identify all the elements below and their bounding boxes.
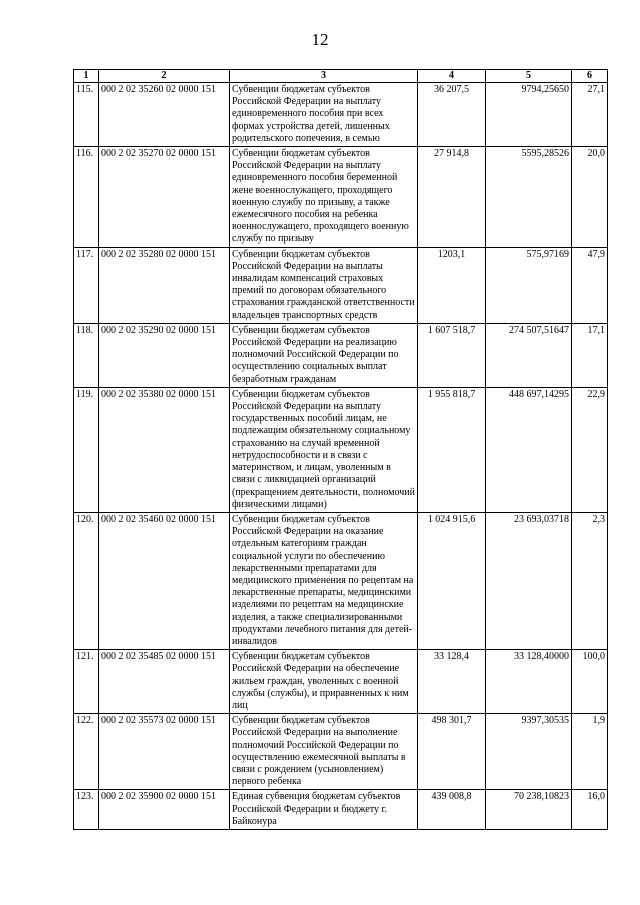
actual-amount: 575,97169	[486, 247, 572, 323]
planned-amount: 1 024 915,6	[418, 512, 486, 649]
actual-amount: 23 693,03718	[486, 512, 572, 649]
table-row	[74, 147, 608, 248]
row-number: 116.	[74, 147, 99, 248]
table-header-row	[74, 70, 608, 83]
planned-amount: 439 008,8	[418, 790, 486, 830]
budget-code: 000 2 02 35280 02 0000 151	[99, 247, 230, 323]
table-row	[74, 247, 608, 323]
header-col-3: 3	[230, 70, 418, 83]
execution-percent: 1,9	[572, 714, 608, 790]
execution-percent: 16,0	[572, 790, 608, 830]
planned-amount: 1203,1	[418, 247, 486, 323]
actual-amount: 9397,30535	[486, 714, 572, 790]
planned-amount: 27 914,8	[418, 147, 486, 248]
row-number: 115.	[74, 83, 99, 147]
table-row	[74, 714, 608, 790]
execution-percent: 20,0	[572, 147, 608, 248]
item-name: Субвенции бюджетам субъектов Российской Федерации на оказание отдельным категориям граждан социальной услуги по обеспечению лекарственными препаратами для медицинского применения по рецептам на лекарственные препараты, медицинскими изделиями по рецептам на медицинские изделия, а также специализированными продуктами лечебного питания для детей-инвалидов	[230, 512, 418, 649]
planned-amount: 1 607 518,7	[418, 323, 486, 387]
header-col-2: 2	[99, 70, 230, 83]
item-name: Субвенции бюджетам субъектов Российской Федерации на выплату государственных пособий лицам, не подлежащим обязательному социальному страхованию на случай временной нетрудоспособности и в связи с материнством, и лицам, уволенным в связи с ликвидацией организаций (прекращением деятельности, полномочий физическими лицами)	[230, 387, 418, 512]
execution-percent: 27,1	[572, 83, 608, 147]
header-col-6: 6	[572, 70, 608, 83]
execution-percent: 22,9	[572, 387, 608, 512]
table-row	[74, 512, 608, 649]
page-number: 12	[311, 30, 329, 49]
table-row	[74, 790, 608, 830]
execution-percent: 2,3	[572, 512, 608, 649]
row-number: 120.	[74, 512, 99, 649]
budget-code: 000 2 02 35260 02 0000 151	[99, 83, 230, 147]
planned-amount: 36 207,5	[418, 83, 486, 147]
actual-amount: 70 238,10823	[486, 790, 572, 830]
row-number: 121.	[74, 650, 99, 714]
row-number: 123.	[74, 790, 99, 830]
actual-amount: 5595,28526	[486, 147, 572, 248]
row-number: 122.	[74, 714, 99, 790]
planned-amount: 1 955 818,7	[418, 387, 486, 512]
budget-code: 000 2 02 35573 02 0000 151	[99, 714, 230, 790]
budget-code: 000 2 02 35270 02 0000 151	[99, 147, 230, 248]
execution-percent: 47,9	[572, 247, 608, 323]
table-row	[74, 83, 608, 147]
row-number: 118.	[74, 323, 99, 387]
item-name: Единая субвенция бюджетам субъектов Российской Федерации и бюджету г. Байконура	[230, 790, 418, 830]
execution-percent: 100,0	[572, 650, 608, 714]
planned-amount: 498 301,7	[418, 714, 486, 790]
actual-amount: 448 697,14295	[486, 387, 572, 512]
item-name: Субвенции бюджетам субъектов Российской Федерации на выполнение полномочий Российской Федерации по осуществлению ежемесячной выплаты в связи с рождением (усыновлением) первого ребенка	[230, 714, 418, 790]
budget-code: 000 2 02 35460 02 0000 151	[99, 512, 230, 649]
budget-code: 000 2 02 35485 02 0000 151	[99, 650, 230, 714]
item-name: Субвенции бюджетам субъектов Российской Федерации на выплату единовременного пособия беременной жене военнослужащего, проходящего военную службу по призыву, а также ежемесячного пособия на ребенка военнослужащего, проходящего военную службу по призыву	[230, 147, 418, 248]
item-name: Субвенции бюджетам субъектов Российской Федерации на обеспечение жильем граждан, уволенных с военной службы (службы), и приравненных к ним лиц	[230, 650, 418, 714]
actual-amount: 33 128,40000	[486, 650, 572, 714]
item-name: Субвенции бюджетам субъектов Российской Федерации на выплаты инвалидам компенсаций страховых премий по договорам обязательного страхования гражданской ответственности владельцев транспортных средств	[230, 247, 418, 323]
table-row	[74, 323, 608, 387]
header-col-1: 1	[74, 70, 99, 83]
actual-amount: 9794,25650	[486, 83, 572, 147]
table-row	[74, 650, 608, 714]
row-number: 117.	[74, 247, 99, 323]
budget-code: 000 2 02 35380 02 0000 151	[99, 387, 230, 512]
planned-amount: 33 128,4	[418, 650, 486, 714]
budget-code: 000 2 02 35900 02 0000 151	[99, 790, 230, 830]
actual-amount: 274 507,51647	[486, 323, 572, 387]
row-number: 119.	[74, 387, 99, 512]
budget-table	[73, 69, 608, 830]
budget-code: 000 2 02 35290 02 0000 151	[99, 323, 230, 387]
header-col-5: 5	[486, 70, 572, 83]
execution-percent: 17,1	[572, 323, 608, 387]
item-name: Субвенции бюджетам субъектов Российской Федерации на выплату единовременного пособия при всех формах устройства детей, лишенных родительского попечения, в семью	[230, 83, 418, 147]
header-col-4: 4	[418, 70, 486, 83]
item-name: Субвенции бюджетам субъектов Российской Федерации на реализацию полномочий Российской Федерации по осуществлению социальных выплат безработным гражданам	[230, 323, 418, 387]
table-row	[74, 387, 608, 512]
